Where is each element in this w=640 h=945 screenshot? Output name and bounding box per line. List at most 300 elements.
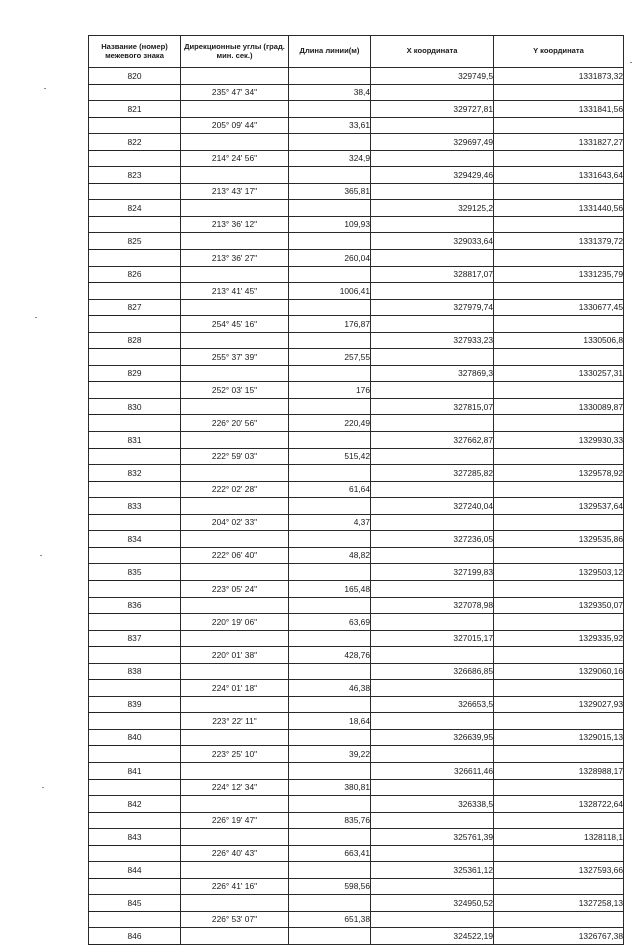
point-name: 836 xyxy=(89,597,181,614)
point-row xyxy=(89,465,624,482)
segment-row xyxy=(89,250,624,267)
empty-cell xyxy=(494,448,624,465)
empty-cell xyxy=(89,183,181,200)
segment-length: 4,37 xyxy=(289,514,371,531)
point-name: 828 xyxy=(89,332,181,349)
empty-cell xyxy=(181,167,289,184)
segment-direction: 224° 01' 18" xyxy=(181,680,289,697)
empty-cell xyxy=(371,382,494,399)
empty-cell xyxy=(89,250,181,267)
segment-row xyxy=(89,84,624,101)
header-length: Длина линии(м) xyxy=(289,36,371,68)
segment-row xyxy=(89,448,624,465)
empty-cell xyxy=(371,547,494,564)
point-y: 1329027,93 xyxy=(494,696,624,713)
point-y: 1329535,86 xyxy=(494,531,624,548)
segment-row xyxy=(89,845,624,862)
segment-direction: 222° 02' 28" xyxy=(181,481,289,498)
empty-cell xyxy=(89,878,181,895)
point-x: 324522,19 xyxy=(371,928,494,945)
point-x: 325361,12 xyxy=(371,862,494,879)
empty-cell xyxy=(494,911,624,928)
segment-length: 663,41 xyxy=(289,845,371,862)
segment-length: 835,76 xyxy=(289,812,371,829)
segment-row xyxy=(89,878,624,895)
empty-cell xyxy=(371,580,494,597)
point-row xyxy=(89,630,624,647)
point-x: 326653,5 xyxy=(371,696,494,713)
point-row xyxy=(89,299,624,316)
point-y: 1331873,32 xyxy=(494,68,624,85)
empty-cell xyxy=(494,216,624,233)
segment-direction: 254° 45' 16" xyxy=(181,316,289,333)
segment-direction: 252° 03' 15" xyxy=(181,382,289,399)
empty-cell xyxy=(181,895,289,912)
empty-cell xyxy=(289,101,371,118)
scan-speck xyxy=(35,317,37,318)
empty-cell xyxy=(181,531,289,548)
empty-cell xyxy=(181,630,289,647)
empty-cell xyxy=(371,911,494,928)
empty-cell xyxy=(289,200,371,217)
empty-cell xyxy=(89,547,181,564)
point-x: 329749,5 xyxy=(371,68,494,85)
segment-row xyxy=(89,150,624,167)
point-name: 821 xyxy=(89,101,181,118)
empty-cell xyxy=(371,183,494,200)
empty-cell xyxy=(89,150,181,167)
empty-cell xyxy=(494,382,624,399)
segment-direction: 226° 53' 07" xyxy=(181,911,289,928)
segment-direction: 213° 43' 17" xyxy=(181,183,289,200)
empty-cell xyxy=(371,878,494,895)
empty-cell xyxy=(289,465,371,482)
segment-direction: 223° 05' 24" xyxy=(181,580,289,597)
empty-cell xyxy=(494,514,624,531)
segment-row xyxy=(89,283,624,300)
point-row xyxy=(89,531,624,548)
empty-cell xyxy=(494,812,624,829)
point-y: 1329537,64 xyxy=(494,498,624,515)
empty-cell xyxy=(494,547,624,564)
segment-direction: 224° 12' 34" xyxy=(181,779,289,796)
point-name: 839 xyxy=(89,696,181,713)
empty-cell xyxy=(371,448,494,465)
point-name: 838 xyxy=(89,663,181,680)
point-y: 1331379,72 xyxy=(494,233,624,250)
point-row xyxy=(89,101,624,118)
empty-cell xyxy=(494,481,624,498)
empty-cell xyxy=(181,398,289,415)
point-x: 328817,07 xyxy=(371,266,494,283)
point-x: 327662,87 xyxy=(371,432,494,449)
segment-length: 46,38 xyxy=(289,680,371,697)
empty-cell xyxy=(494,845,624,862)
point-y: 1329503,12 xyxy=(494,564,624,581)
empty-cell xyxy=(494,117,624,134)
segment-length: 109,93 xyxy=(289,216,371,233)
point-x: 327199,83 xyxy=(371,564,494,581)
point-x: 327078,98 xyxy=(371,597,494,614)
point-row xyxy=(89,332,624,349)
point-name: 841 xyxy=(89,762,181,779)
point-row xyxy=(89,233,624,250)
empty-cell xyxy=(89,580,181,597)
empty-cell xyxy=(181,928,289,945)
segment-row xyxy=(89,382,624,399)
empty-cell xyxy=(181,332,289,349)
point-x: 329697,49 xyxy=(371,134,494,151)
segment-length: 1006,41 xyxy=(289,283,371,300)
header-name: Название (номер) межевого знака xyxy=(89,36,181,68)
empty-cell xyxy=(371,84,494,101)
segment-direction: 220° 19' 06" xyxy=(181,614,289,631)
point-y: 1327258,13 xyxy=(494,895,624,912)
point-x: 329125,2 xyxy=(371,200,494,217)
empty-cell xyxy=(181,564,289,581)
scan-speck xyxy=(44,88,46,89)
point-x: 325761,39 xyxy=(371,829,494,846)
segment-length: 428,76 xyxy=(289,647,371,664)
point-name: 826 xyxy=(89,266,181,283)
empty-cell xyxy=(371,117,494,134)
point-name: 830 xyxy=(89,398,181,415)
point-x: 327869,3 xyxy=(371,365,494,382)
point-row xyxy=(89,862,624,879)
segment-length: 220,49 xyxy=(289,415,371,432)
empty-cell xyxy=(494,680,624,697)
empty-cell xyxy=(181,729,289,746)
empty-cell xyxy=(181,796,289,813)
scan-speck xyxy=(42,787,44,788)
point-row xyxy=(89,829,624,846)
empty-cell xyxy=(371,614,494,631)
point-y: 1329060,16 xyxy=(494,663,624,680)
empty-cell xyxy=(494,84,624,101)
point-x: 326639,95 xyxy=(371,729,494,746)
empty-cell xyxy=(181,465,289,482)
segment-direction: 220° 01' 38" xyxy=(181,647,289,664)
segment-length: 18,64 xyxy=(289,713,371,730)
point-row xyxy=(89,663,624,680)
segment-length: 165,48 xyxy=(289,580,371,597)
point-x: 327815,07 xyxy=(371,398,494,415)
segment-length: 39,22 xyxy=(289,746,371,763)
segment-direction: 205° 09' 44" xyxy=(181,117,289,134)
empty-cell xyxy=(289,432,371,449)
empty-cell xyxy=(371,713,494,730)
empty-cell xyxy=(494,316,624,333)
point-name: 824 xyxy=(89,200,181,217)
point-y: 1331440,56 xyxy=(494,200,624,217)
point-x: 327015,17 xyxy=(371,630,494,647)
empty-cell xyxy=(494,150,624,167)
point-y: 1328988,17 xyxy=(494,762,624,779)
segment-row xyxy=(89,779,624,796)
empty-cell xyxy=(181,299,289,316)
point-row xyxy=(89,696,624,713)
empty-cell xyxy=(371,150,494,167)
segment-length: 365,81 xyxy=(289,183,371,200)
empty-cell xyxy=(89,779,181,796)
point-y: 1329350,07 xyxy=(494,597,624,614)
point-x: 329727,81 xyxy=(371,101,494,118)
empty-cell xyxy=(289,762,371,779)
segment-direction: 213° 36' 27" xyxy=(181,250,289,267)
segment-row xyxy=(89,316,624,333)
empty-cell xyxy=(494,283,624,300)
empty-cell xyxy=(494,779,624,796)
point-y: 1330677,45 xyxy=(494,299,624,316)
segment-row xyxy=(89,514,624,531)
point-name: 829 xyxy=(89,365,181,382)
point-row xyxy=(89,134,624,151)
point-y: 1328722,64 xyxy=(494,796,624,813)
empty-cell xyxy=(494,713,624,730)
point-x: 329429,46 xyxy=(371,167,494,184)
point-y: 1330089,87 xyxy=(494,398,624,415)
empty-cell xyxy=(89,812,181,829)
segment-row xyxy=(89,680,624,697)
empty-cell xyxy=(289,796,371,813)
empty-cell xyxy=(181,200,289,217)
empty-cell xyxy=(289,597,371,614)
empty-cell xyxy=(289,531,371,548)
header-y: Y координата xyxy=(494,36,624,68)
empty-cell xyxy=(89,216,181,233)
empty-cell xyxy=(89,448,181,465)
segment-row xyxy=(89,349,624,366)
empty-cell xyxy=(181,862,289,879)
empty-cell xyxy=(494,183,624,200)
empty-cell xyxy=(181,233,289,250)
table-body xyxy=(89,68,624,945)
empty-cell xyxy=(289,862,371,879)
empty-cell xyxy=(371,680,494,697)
point-row xyxy=(89,167,624,184)
empty-cell xyxy=(289,829,371,846)
point-name: 822 xyxy=(89,134,181,151)
segment-length: 176,87 xyxy=(289,316,371,333)
segment-direction: 223° 25' 10" xyxy=(181,746,289,763)
empty-cell xyxy=(181,762,289,779)
segment-length: 651,38 xyxy=(289,911,371,928)
empty-cell xyxy=(371,250,494,267)
point-x: 327285,82 xyxy=(371,465,494,482)
empty-cell xyxy=(89,283,181,300)
boundary-coordinates-table xyxy=(88,35,624,945)
empty-cell xyxy=(181,365,289,382)
segment-length: 598,56 xyxy=(289,878,371,895)
empty-cell xyxy=(289,663,371,680)
point-x: 327236,05 xyxy=(371,531,494,548)
empty-cell xyxy=(371,746,494,763)
segment-row xyxy=(89,911,624,928)
point-y: 1330257,31 xyxy=(494,365,624,382)
empty-cell xyxy=(89,647,181,664)
point-y: 1328118,1 xyxy=(494,829,624,846)
empty-cell xyxy=(289,895,371,912)
empty-cell xyxy=(371,845,494,862)
segment-row xyxy=(89,183,624,200)
empty-cell xyxy=(289,928,371,945)
point-y: 1329335,92 xyxy=(494,630,624,647)
segment-direction: 235° 47' 34" xyxy=(181,84,289,101)
empty-cell xyxy=(181,68,289,85)
point-x: 326611,46 xyxy=(371,762,494,779)
segment-direction: 226° 41' 16" xyxy=(181,878,289,895)
point-y: 1331643,64 xyxy=(494,167,624,184)
segment-direction: 204° 02' 33" xyxy=(181,514,289,531)
point-y: 1331827,27 xyxy=(494,134,624,151)
empty-cell xyxy=(89,415,181,432)
header-direction: Дирекционные углы (град. мин. сек.) xyxy=(181,36,289,68)
point-name: 832 xyxy=(89,465,181,482)
empty-cell xyxy=(289,299,371,316)
point-row xyxy=(89,928,624,945)
point-y: 1329015,13 xyxy=(494,729,624,746)
segment-length: 33,61 xyxy=(289,117,371,134)
empty-cell xyxy=(371,514,494,531)
segment-direction: 226° 40' 43" xyxy=(181,845,289,862)
empty-cell xyxy=(89,349,181,366)
empty-cell xyxy=(494,580,624,597)
point-y: 1331235,79 xyxy=(494,266,624,283)
point-name: 831 xyxy=(89,432,181,449)
segment-length: 380,81 xyxy=(289,779,371,796)
segment-length: 61,64 xyxy=(289,481,371,498)
segment-row xyxy=(89,647,624,664)
empty-cell xyxy=(289,332,371,349)
point-y: 1330506,8 xyxy=(494,332,624,349)
point-name: 843 xyxy=(89,829,181,846)
point-name: 842 xyxy=(89,796,181,813)
point-name: 837 xyxy=(89,630,181,647)
empty-cell xyxy=(181,101,289,118)
empty-cell xyxy=(89,117,181,134)
empty-cell xyxy=(89,911,181,928)
empty-cell xyxy=(289,498,371,515)
empty-cell xyxy=(371,481,494,498)
empty-cell xyxy=(181,134,289,151)
segment-direction: 222° 59' 03" xyxy=(181,448,289,465)
empty-cell xyxy=(371,283,494,300)
segment-row xyxy=(89,415,624,432)
point-row xyxy=(89,365,624,382)
point-row xyxy=(89,266,624,283)
empty-cell xyxy=(181,432,289,449)
empty-cell xyxy=(371,316,494,333)
segment-direction: 214° 24' 56" xyxy=(181,150,289,167)
point-name: 820 xyxy=(89,68,181,85)
segment-length: 38,4 xyxy=(289,84,371,101)
point-row xyxy=(89,597,624,614)
segment-length: 260,04 xyxy=(289,250,371,267)
point-name: 845 xyxy=(89,895,181,912)
point-y: 1331841,56 xyxy=(494,101,624,118)
empty-cell xyxy=(89,514,181,531)
empty-cell xyxy=(289,266,371,283)
segment-direction: 223° 22' 11" xyxy=(181,713,289,730)
segment-row xyxy=(89,713,624,730)
empty-cell xyxy=(181,266,289,283)
point-x: 326338,5 xyxy=(371,796,494,813)
empty-cell xyxy=(181,663,289,680)
empty-cell xyxy=(181,597,289,614)
segment-length: 48,82 xyxy=(289,547,371,564)
empty-cell xyxy=(89,382,181,399)
segment-row xyxy=(89,481,624,498)
segment-direction: 255° 37' 39" xyxy=(181,349,289,366)
point-y: 1329930,33 xyxy=(494,432,624,449)
empty-cell xyxy=(371,779,494,796)
segment-row xyxy=(89,547,624,564)
point-name: 844 xyxy=(89,862,181,879)
table-header-row xyxy=(89,36,624,68)
point-x: 329033,64 xyxy=(371,233,494,250)
point-row xyxy=(89,432,624,449)
empty-cell xyxy=(494,614,624,631)
empty-cell xyxy=(89,614,181,631)
segment-row xyxy=(89,216,624,233)
empty-cell xyxy=(289,68,371,85)
point-row xyxy=(89,564,624,581)
point-row xyxy=(89,796,624,813)
segment-length: 324,9 xyxy=(289,150,371,167)
empty-cell xyxy=(89,481,181,498)
empty-cell xyxy=(289,233,371,250)
point-row xyxy=(89,68,624,85)
empty-cell xyxy=(89,680,181,697)
empty-cell xyxy=(494,415,624,432)
point-name: 825 xyxy=(89,233,181,250)
point-row xyxy=(89,729,624,746)
empty-cell xyxy=(89,746,181,763)
empty-cell xyxy=(289,696,371,713)
segment-row xyxy=(89,614,624,631)
point-name: 834 xyxy=(89,531,181,548)
empty-cell xyxy=(289,365,371,382)
empty-cell xyxy=(289,167,371,184)
point-y: 1326767,38 xyxy=(494,928,624,945)
point-row xyxy=(89,398,624,415)
point-x: 327240,04 xyxy=(371,498,494,515)
point-row xyxy=(89,200,624,217)
point-x: 324950,52 xyxy=(371,895,494,912)
empty-cell xyxy=(181,498,289,515)
empty-cell xyxy=(494,250,624,267)
empty-cell xyxy=(181,696,289,713)
segment-length: 176 xyxy=(289,382,371,399)
point-name: 833 xyxy=(89,498,181,515)
point-row xyxy=(89,498,624,515)
empty-cell xyxy=(289,398,371,415)
segment-length: 515,42 xyxy=(289,448,371,465)
point-y: 1329578,92 xyxy=(494,465,624,482)
empty-cell xyxy=(371,349,494,366)
segment-direction: 226° 20' 56" xyxy=(181,415,289,432)
empty-cell xyxy=(494,647,624,664)
empty-cell xyxy=(371,812,494,829)
segment-direction: 213° 36' 12" xyxy=(181,216,289,233)
segment-row xyxy=(89,117,624,134)
segment-row xyxy=(89,812,624,829)
segment-direction: 222° 06' 40" xyxy=(181,547,289,564)
point-x: 326686,85 xyxy=(371,663,494,680)
point-name: 835 xyxy=(89,564,181,581)
point-x: 327933,23 xyxy=(371,332,494,349)
point-y: 1327593,66 xyxy=(494,862,624,879)
